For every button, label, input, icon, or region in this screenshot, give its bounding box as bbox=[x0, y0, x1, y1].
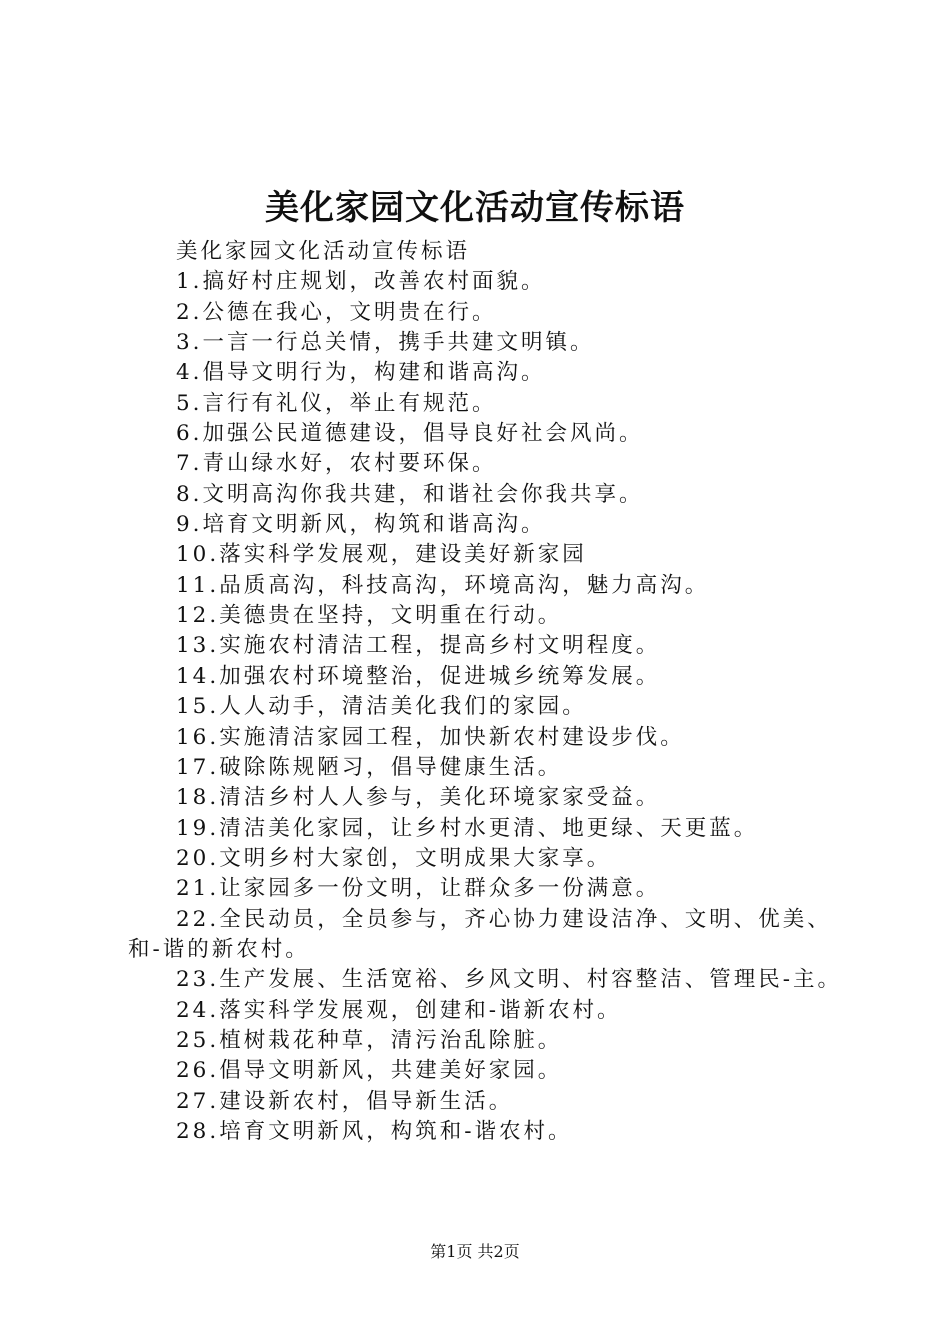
page-number-footer: 第1页 共2页 bbox=[430, 1242, 520, 1261]
slogan-item: 11.品质高沟，科技高沟，环境高沟，魅力高沟。 bbox=[176, 572, 710, 598]
document-title: 美化家园文化活动宣传标语 bbox=[265, 188, 685, 228]
document-body bbox=[128, 237, 843, 1147]
slogan-item: 4.倡导文明行为，构建和谐高沟。 bbox=[176, 360, 546, 386]
slogan-item: 24.落实科学发展观，创建和-谐新农村。 bbox=[176, 997, 622, 1023]
slogan-item: 8.文明高沟你我共建，和谐社会你我共享。 bbox=[176, 481, 644, 507]
slogan-item: 13.实施农村清洁工程，提高乡村文明程度。 bbox=[176, 633, 661, 659]
slogan-item: 3.一言一行总关情，携手共建文明镇。 bbox=[176, 330, 595, 356]
slogan-item: 26.倡导文明新风，共建美好家园。 bbox=[176, 1058, 563, 1084]
slogan-item: 25.植树栽花种草，清污治乱除脏。 bbox=[176, 1027, 563, 1053]
slogan-item: 5.言行有礼仪，举止有规范。 bbox=[176, 390, 497, 416]
slogan-item: 28.培育文明新风，构筑和-谐农村。 bbox=[176, 1118, 573, 1144]
slogan-item: 17.破除陈规陋习，倡导健康生活。 bbox=[176, 754, 563, 780]
slogan-item: 6.加强公民道德建设，倡导良好社会风尚。 bbox=[176, 421, 644, 447]
slogan-item: 1.搞好村庄规划，改善农村面貌。 bbox=[176, 269, 546, 295]
slogan-item: 20.文明乡村大家创，文明成果大家享。 bbox=[176, 845, 612, 871]
slogan-item: 12.美德贵在坚持，文明重在行动。 bbox=[176, 603, 563, 629]
slogan-item: 23.生产发展、生活宽裕、乡风文明、村容整洁、管理民-主。 bbox=[176, 967, 842, 993]
slogan-item: 14.加强农村环境整治，促进城乡统筹发展。 bbox=[176, 663, 661, 689]
slogan-item: 21.让家园多一份文明，让群众多一份满意。 bbox=[176, 876, 661, 902]
slogan-item: 9.培育文明新风，构筑和谐高沟。 bbox=[176, 512, 546, 538]
slogan-item: 22.全民动员，全员参与，齐心协力建设洁净、文明、优美、和-谐的新农村。 bbox=[128, 906, 832, 962]
slogan-item: 10.落实科学发展观，建设美好新家园 bbox=[176, 542, 587, 568]
slogan-item: 2.公德在我心，文明贵在行。 bbox=[176, 299, 497, 325]
slogan-item: 19.清洁美化家园，让乡村水更清、地更绿、天更蓝。 bbox=[176, 815, 759, 841]
document-subtitle: 美化家园文化活动宣传标语 bbox=[176, 239, 471, 264]
slogan-item: 18.清洁乡村人人参与，美化环境家家受益。 bbox=[176, 785, 661, 811]
slogan-item: 15.人人动手，清洁美化我们的家园。 bbox=[176, 694, 587, 720]
slogan-item: 16.实施清洁家园工程，加快新农村建设步伐。 bbox=[176, 724, 685, 750]
slogan-item: 7.青山绿水好，农村要环保。 bbox=[176, 451, 497, 477]
slogan-item: 27.建设新农村，倡导新生活。 bbox=[176, 1088, 514, 1114]
